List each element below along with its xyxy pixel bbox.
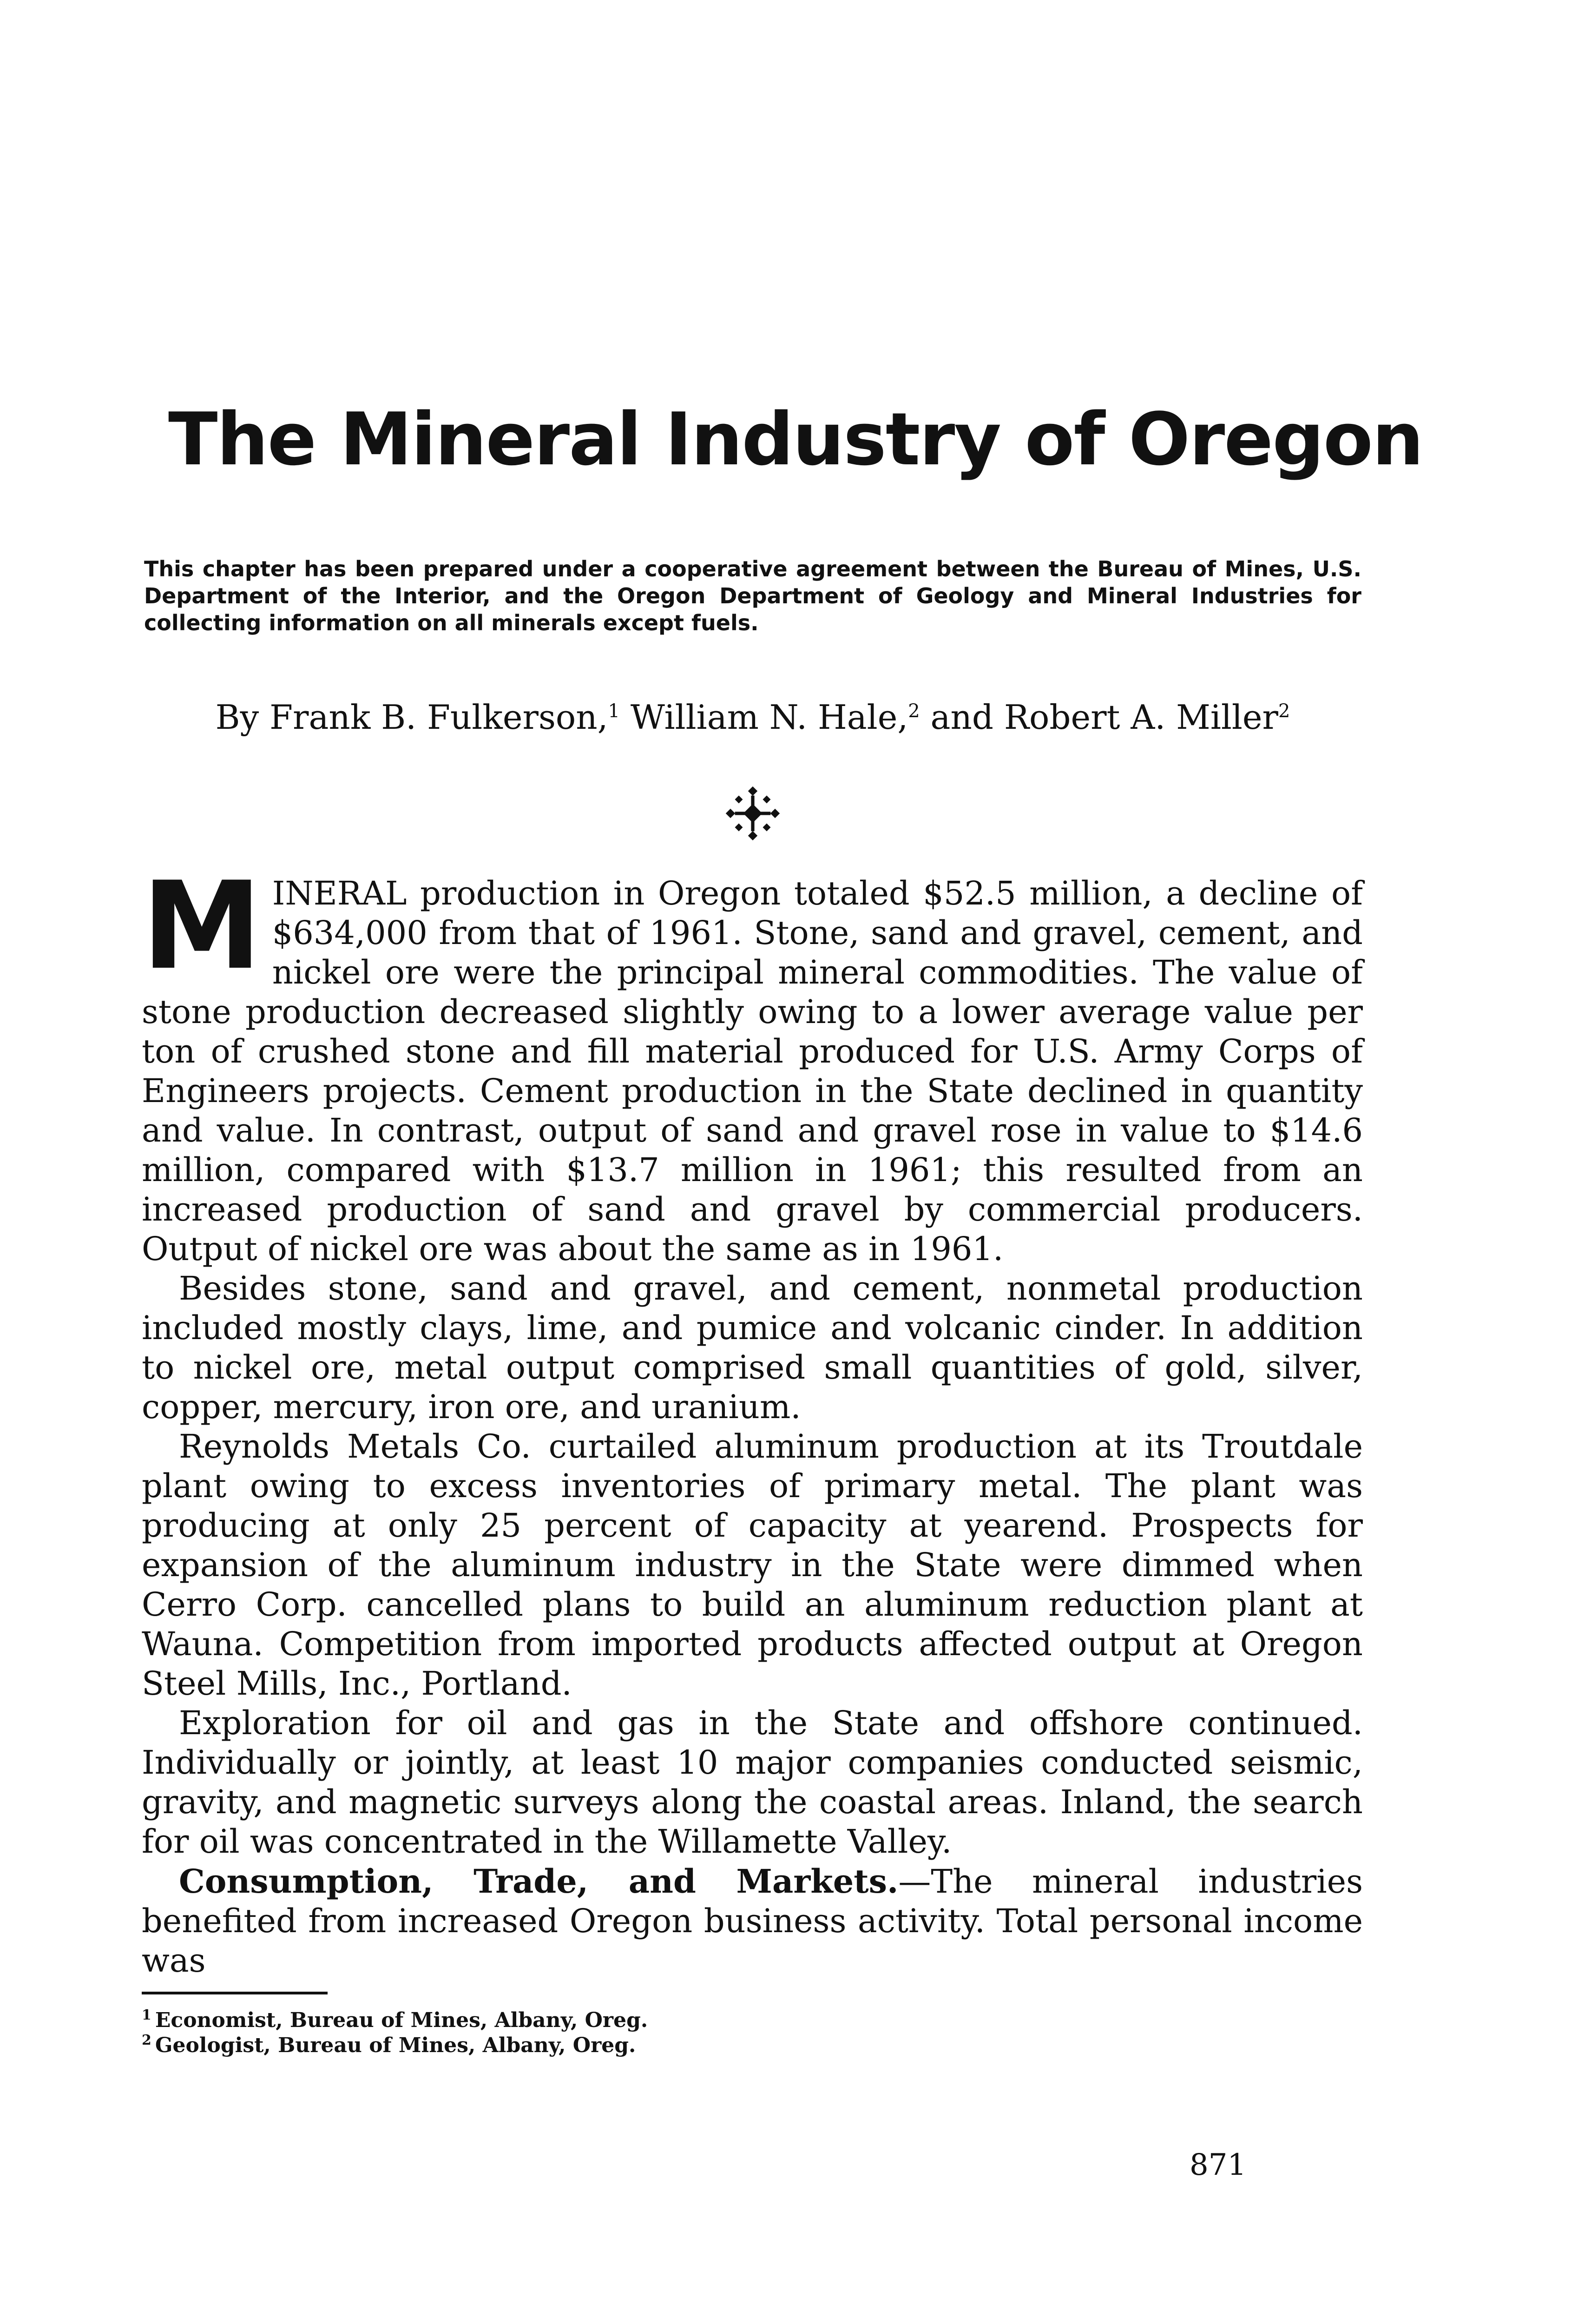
footnote-mark: 1	[142, 2007, 151, 2024]
page-title: The Mineral Industry of Oregon	[168, 397, 1423, 482]
byline-conjunction: and	[930, 698, 993, 737]
section-heading-consumption: Consumption, Trade, and Markets.	[179, 1862, 899, 1901]
footnote-text: Economist, Bureau of Mines, Albany, Oreg.	[155, 2008, 648, 2032]
author-1: Frank B. Fulkerson,	[270, 698, 608, 737]
footnote-mark: 2	[142, 2032, 151, 2049]
byline-prefix: By	[215, 698, 259, 737]
paragraph-3: Reynolds Metals Co. curtailed aluminum production at its Troutdale plant owing to excess inventories of primary metal. The plant was producing at only 25 percent of capacity at yearend. Prospects for expansion of the aluminum industry in the State were dimmed when Cerro Corp. cancelled plans to build an aluminum reduction plant at Wauna. Competition from imported products affected output at Oregon Steel Mills, Inc., Portland.	[142, 1427, 1363, 1703]
author-3: Robert A. Miller	[1004, 698, 1278, 737]
paragraph-4: Exploration for oil and gas in the State and offshore continued. Individually or jointly, at least 10 major companies conducted seismic, gravity, and magnetic surveys along the coastal areas. Inland, the search for oil was concentrated in the Willamette Valley.	[142, 1704, 1363, 1861]
footnote	[142, 2033, 1071, 2058]
footnote-divider	[142, 1992, 328, 1994]
page-number: 871	[1190, 2148, 1247, 2182]
article-body	[142, 856, 1363, 1981]
paragraph-5	[142, 1862, 1363, 1981]
byline	[144, 697, 1361, 737]
paragraph-2: Besides stone, sand and gravel, and cement, nonmetal production included mostly clays, lime, and pumice and volcanic cinder. In addition to nickel ore, metal output comprised small quantities of gold, silver, copper, mercury, iron ore, and uranium.	[142, 1269, 1363, 1426]
drop-cap: M	[142, 856, 262, 997]
footnote-text: Geologist, Bureau of Mines, Albany, Oreg.	[155, 2034, 636, 2057]
footnote	[142, 2008, 1071, 2033]
ornament-icon	[725, 786, 781, 841]
cooperative-agreement-note: This chapter has been prepared under a cooperative agreement between the Bureau of Mines, U.S. Department of the Interior, and the Oregon Department of Geology and Mineral Industries for collecting information on all minerals except fuels.	[144, 556, 1361, 635]
footnotes	[142, 2008, 1071, 2058]
paragraph-1-text: INERAL production in Oregon totaled $52.5 million, a decline of $634,000 from that of 1961. Stone, sand and gravel, cement, and nickel ore were the principal mineral commodities. The value of stone production decreased slightly owing to a lower average value per ton of crushed stone and fill material produced for U.S. Army Corps of Engineers projects. Cement production in the State declined in quantity and value. In contrast, output of sand and gravel rose in value to $14.6 million, compared with $13.7 million in 1961; this resulted from an increased production of sand and gravel by commercial producers. Output of nickel ore was about the same as in 1961.	[142, 874, 1363, 1268]
author-2-footnote-mark: 2	[908, 700, 920, 722]
paragraph-5-text: —The mineral industries benefited from increased Oregon business activity. Total personal income was	[142, 1862, 1363, 1980]
author-2: William N. Hale,	[630, 698, 908, 737]
author-3-footnote-mark: 2	[1278, 700, 1290, 722]
paragraph-1	[142, 856, 1363, 1269]
author-1-footnote-mark: 1	[608, 700, 620, 722]
